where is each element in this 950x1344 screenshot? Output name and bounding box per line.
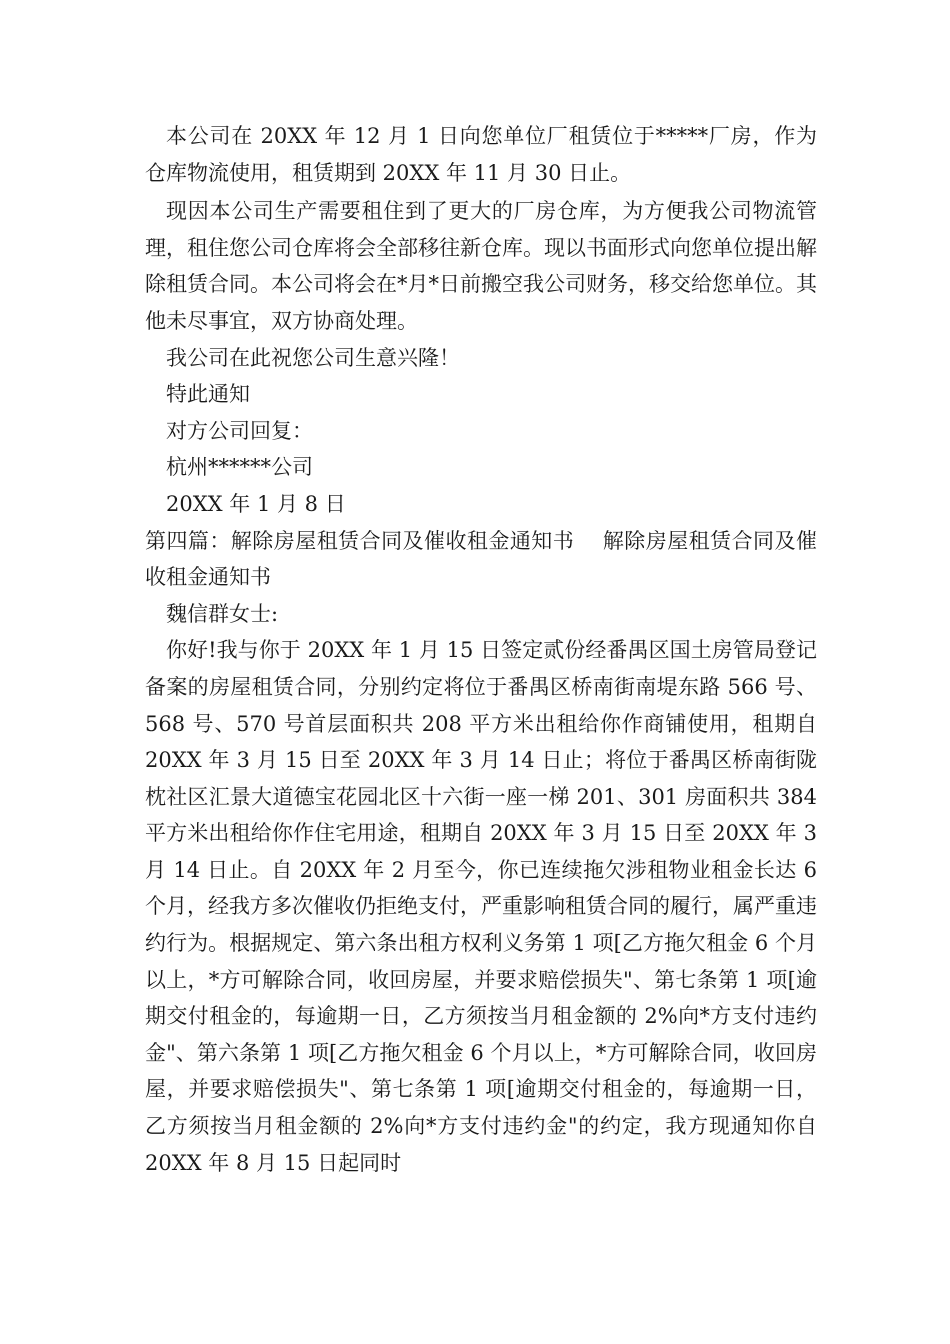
paragraph-salutation: 魏信群女士:	[166, 601, 279, 626]
paragraph-date: 20XX 年 1 月 8 日	[166, 491, 346, 516]
paragraph-notice-closing: 特此通知	[166, 382, 250, 407]
paragraph-blessing: 我公司在此祝您公司生意兴隆！	[166, 345, 460, 370]
section-heading: 第四篇：解除房屋租赁合同及催收租金通知书 解除房屋租赁合同及催收租金通知书	[145, 528, 817, 590]
paragraph-company-signature: 杭州******公司	[166, 455, 313, 480]
paragraph-termination-reason: 现因本公司生产需要租住到了更大的厂房仓库，为方便我公司物流管理，租住您公司仓库将会全部移往新仓库。现以书面形式向您单位提出解除租赁合同。本公司将会在*月*日前搬空我公司财务，移交给您单位。其他未尽事宜，双方协商处理。	[145, 199, 817, 333]
paragraph-lease-intro: 本公司在 20XX 年 12 月 1 日向您单位厂租赁位于*****厂房，作为仓库物流使用，租赁期到 20XX 年 11 月 30 日止。	[145, 124, 817, 185]
paragraph-arrears-notice: 你好!我与你于 20XX 年 1 月 15 日签定贰份经番禺区国土房管局登记备案的房屋租赁合同，分别约定将位于番禺区桥南街南堤东路 566 号、568 号、570 号首层面积共 208 平方米出租给你作商铺使用，租期自 20XX 年 3 月 15 日至 20XX 年 3 月 14 日止；将位于番禺区桥南街陇枕社区汇景大道德宝花园北区十六街一座一梯 201、301 房面积共 384 平方米出租给你作住宅用途，租期自 20XX 年 3 月 15 日至 20XX 年 3 月 14 日止。自 20XX 年 2 月至今，你已连续拖欠涉租物业租金长达 6 个月，经我方多次催收仍拒绝支付，严重影响租赁合同的履行，属严重违约行为。根据规定、第六条出租方权利义务第 1 项[乙方拖欠租金 6 个月以上，*方可解除合同，收回房屋，并要求赔偿损失"、第七条第 1 项[逾期交付租金的，每逾期一日，乙方须按当月租金额的 2%向*方支付违约金"、第六条第 1 项[乙方拖欠租金 6 个月以上，*方可解除合同，收回房屋，并要求赔偿损失"、第七条第 1 项[逾期交付租金的，每逾期一日，乙方须按当月租金额的 2%向*方支付违约金"的约定，我方现通知你自 20XX 年 8 月 15 日起同时	[145, 638, 817, 1175]
document-body	[145, 118, 817, 1181]
paragraph-reply-label: 对方公司回复：	[166, 418, 313, 443]
